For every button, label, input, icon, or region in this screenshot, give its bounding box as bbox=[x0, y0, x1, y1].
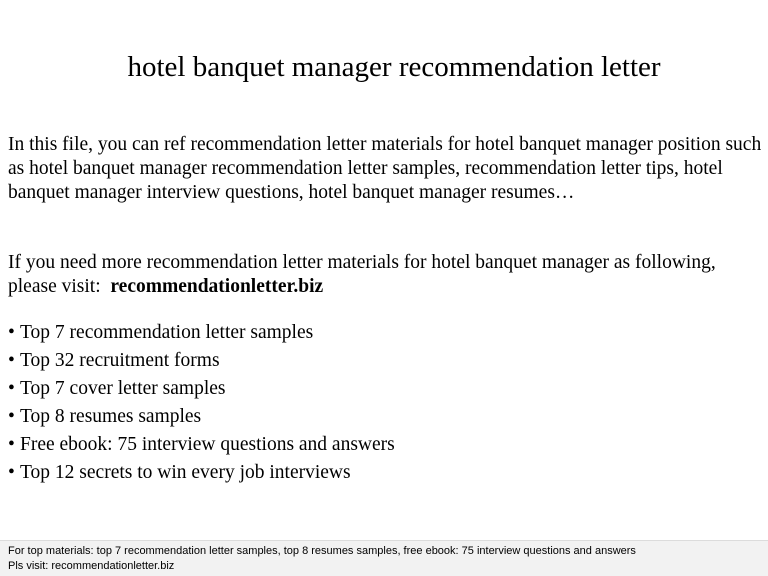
bullet-marker: • bbox=[8, 434, 15, 455]
list-item bbox=[8, 432, 764, 460]
list-item-text: Free ebook: 75 interview questions and answers bbox=[20, 434, 395, 455]
bullet-marker: • bbox=[8, 462, 15, 483]
bullet-marker: • bbox=[8, 406, 15, 427]
list-item bbox=[8, 460, 764, 488]
bullet-marker: • bbox=[8, 322, 15, 343]
list-item-text: Top 7 cover letter samples bbox=[20, 378, 226, 399]
bullet-marker: • bbox=[8, 350, 15, 371]
list-item bbox=[8, 348, 764, 376]
list-item bbox=[8, 376, 764, 404]
list-item-text: Top 32 recruitment forms bbox=[20, 350, 220, 371]
list-item bbox=[8, 404, 764, 432]
list-item-text: Top 12 secrets to win every job interviews bbox=[20, 462, 351, 483]
footer-bar bbox=[0, 540, 768, 576]
list-item-text: Top 8 resumes samples bbox=[20, 406, 202, 427]
site-link[interactable]: recommendationletter.biz bbox=[110, 276, 324, 297]
footer-line-visit[interactable]: Pls visit: recommendationletter.biz bbox=[8, 560, 175, 572]
list-item bbox=[8, 320, 764, 348]
intro-paragraph: In this file, you can ref recommendation letter materials for hotel banquet manager position such as hotel banquet manager recommendation letter samples, recommendation letter tips, hotel banquet manager interview questions, hotel banquet manager resumes… bbox=[8, 134, 762, 203]
list-item-text: Top 7 recommendation letter samples bbox=[20, 322, 314, 343]
bullet-list bbox=[8, 320, 764, 488]
more-paragraph bbox=[8, 251, 764, 299]
page-title: hotel banquet manager recommendation letter bbox=[127, 51, 661, 83]
more-text: If you need more recommendation letter materials for hotel banquet manager as following, please visit: bbox=[8, 252, 716, 297]
footer-line-materials: For top materials: top 7 recommendation letter samples, top 8 resumes samples, free ebook: 75 interview questions and answers bbox=[8, 545, 636, 557]
bullet-marker: • bbox=[8, 378, 15, 399]
